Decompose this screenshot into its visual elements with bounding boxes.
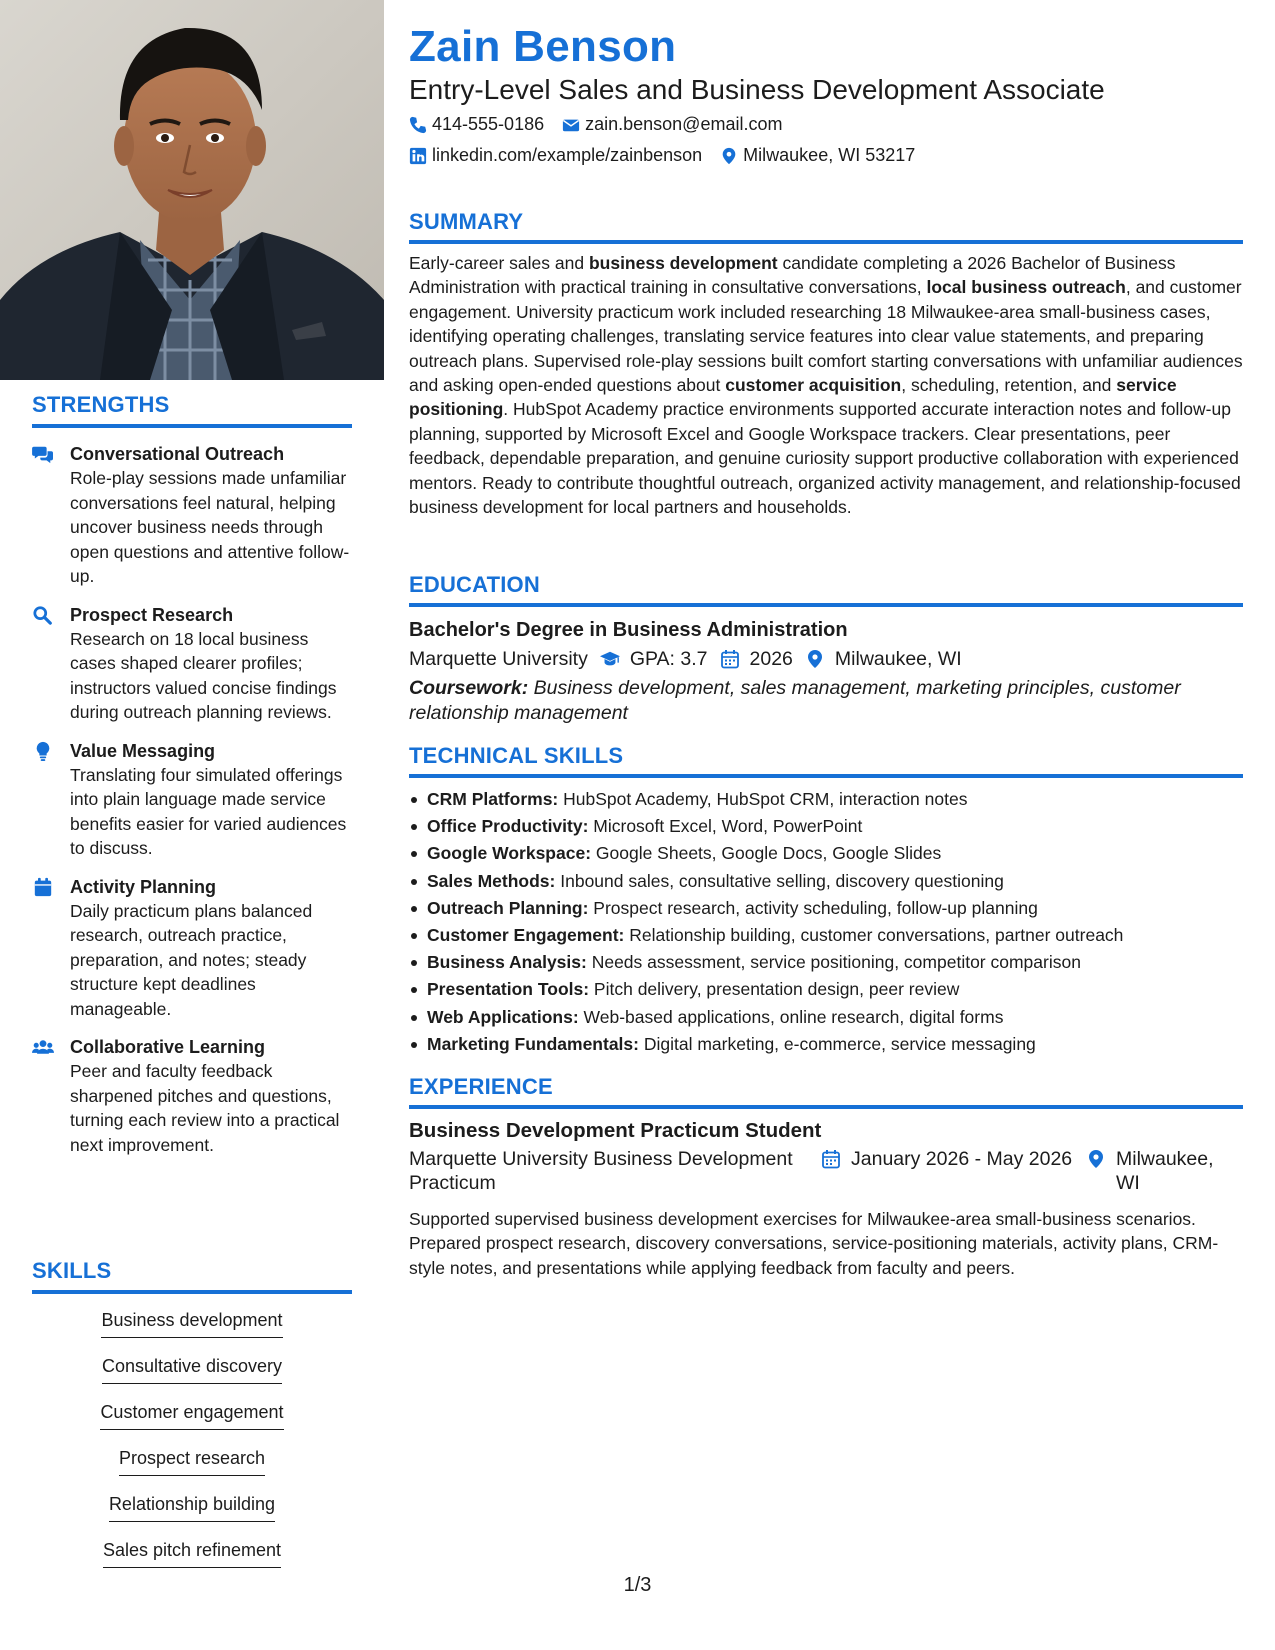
linkedin-contact[interactable]	[409, 145, 702, 166]
skill-item: Business development	[101, 1308, 282, 1338]
job-role: Business Development Practicum Student	[409, 1119, 822, 1142]
list-item: Business Analysis: Needs assessment, service positioning, competitor comparison	[409, 949, 1243, 976]
phone-text: 414-555-0186	[432, 114, 545, 134]
technical-skills-list	[409, 786, 1243, 1058]
map-pin-icon	[720, 147, 738, 165]
location-contact	[720, 145, 915, 166]
experience-section	[409, 1074, 1243, 1280]
strength-text: Research on 18 local business cases shaped clearer profiles; instructors valued concise findings during outreach planning reviews.	[70, 628, 337, 722]
list-item: Customer Engagement: Relationship building, customer conversations, partner outreach	[409, 922, 1243, 949]
strength-text: Translating four simulated offerings into plain language made service benefits easier for varied audiences to discuss.	[70, 764, 347, 858]
location-text: Milwaukee, WI 53217	[743, 145, 916, 165]
calendar-icon	[32, 877, 54, 897]
strength-item	[32, 1035, 352, 1157]
job-description: Supported supervised business development exercises for Milwaukee-area small-business scenarios. Prepared prospect research, discovery conversations, service-positioning materials, activity plans, CRM-style notes, and presentations while applying feedback from faculty and peers.	[409, 1209, 1219, 1278]
calendar-icon	[720, 649, 740, 669]
linkedin-icon	[409, 147, 427, 165]
skill-item: Consultative discovery	[102, 1354, 282, 1384]
experience-heading: EXPERIENCE	[409, 1074, 1243, 1109]
list-item: CRM Platforms: HubSpot Academy, HubSpot CRM, interaction notes	[409, 786, 1243, 813]
strength-item	[32, 739, 352, 861]
list-item: Sales Methods: Inbound sales, consultative selling, discovery questioning	[409, 868, 1243, 895]
school-name: Marquette University	[409, 648, 588, 670]
technical-skills-heading: TECHNICAL SKILLS	[409, 743, 1243, 778]
list-item: Office Productivity: Microsoft Excel, Word, PowerPoint	[409, 813, 1243, 840]
school-location: Milwaukee, WI	[834, 648, 962, 670]
comments-icon	[32, 444, 54, 464]
search-icon	[32, 605, 54, 625]
strength-title: Conversational Outreach	[70, 444, 285, 464]
strength-text: Daily practicum plans balanced research, outreach practice, preparation, and notes; steady structure kept deadlines manageable.	[70, 900, 313, 1019]
summary-heading: SUMMARY	[409, 209, 1243, 244]
candidate-name: Zain Benson	[409, 22, 677, 71]
profile-photo	[0, 0, 384, 380]
linkedin-text: linkedin.com/example/zainbenson	[432, 145, 703, 165]
page-number: 1/3	[623, 1574, 652, 1596]
strengths-heading: STRENGTHS	[32, 392, 352, 428]
map-pin-icon	[1086, 1149, 1106, 1169]
phone-contact	[409, 114, 544, 135]
skill-item: Relationship building	[109, 1492, 275, 1522]
left-column	[0, 0, 384, 1650]
strength-item	[32, 603, 352, 725]
location-text: Milwaukee, WI	[1116, 1148, 1214, 1194]
strength-title: Collaborative Learning	[70, 1037, 266, 1057]
gpa: GPA: 3.7	[629, 648, 708, 670]
coursework: Coursework: Business development, sales management, marketing principles, customer relationship management	[409, 677, 1181, 724]
email-text: zain.benson@email.com	[585, 114, 783, 134]
strength-text: Peer and faculty feedback sharpened pitches and questions, turning each review into a practical next improvement.	[70, 1061, 340, 1155]
list-item: Marketing Fundamentals: Digital marketing, e-commerce, service messaging	[409, 1031, 1243, 1058]
skill-item: Prospect research	[119, 1446, 265, 1476]
map-pin-icon	[805, 649, 825, 669]
email-contact[interactable]	[562, 114, 782, 135]
strength-title: Activity Planning	[70, 876, 217, 897]
list-item: Outreach Planning: Prospect research, activity scheduling, follow-up planning	[409, 895, 1243, 922]
graduation-cap-icon	[600, 649, 620, 669]
summary-text: Early-career sales and business development candidate completing a 2026 Bachelor of Business Administration with practical training in consultative conversations, local business outreach, and customer engagement. University practicum work included researching 18 Milwaukee-area small-business cases, identifying operating challenges, translating service features into clear value statements, and preparing outreach plans. Supervised role-play sessions built comfort starting conversations with unfamiliar audiences and asking open-ended questions about customer acquisition, scheduling, retention, and service positioning. HubSpot Academy practice environments supported accurate interaction notes and follow-up planning, supported by Microsoft Excel and Google Workspace trackers. Clear presentations, peer feedback, dependable preparation, and genuine curiosity support productive collaboration with experienced mentors. Ready to contribute thoughtful outreach, organized activity management, and relationship-focused business development for local partners and households.	[409, 253, 1243, 518]
list-item: Presentation Tools: Pitch delivery, presentation design, peer review	[409, 976, 1243, 1003]
dates-text: January 2026 - May 2026	[851, 1148, 1073, 1170]
contact-row	[409, 114, 800, 135]
job-dates	[821, 1147, 1086, 1195]
skill-item: Sales pitch refinement	[103, 1538, 281, 1568]
calendar-icon	[821, 1149, 841, 1169]
strength-item	[32, 442, 352, 589]
organization: Marquette University Business Development Practicum	[409, 1148, 793, 1194]
envelope-icon	[562, 116, 580, 134]
list-item: Google Workspace: Google Sheets, Google Docs, Google Slides	[409, 840, 1243, 867]
education-details	[409, 644, 1243, 674]
users-icon	[32, 1037, 54, 1057]
strength-title: Value Messaging	[70, 740, 216, 761]
education-section	[409, 572, 1243, 726]
strength-title: Prospect Research	[70, 604, 234, 625]
education-heading: EDUCATION	[409, 572, 1243, 607]
skills-section	[32, 1258, 352, 1584]
strength-text: Role-play sessions made unfamiliar conversations feel natural, helping uncover business needs through open questions and attentive follow-up.	[70, 468, 350, 586]
strength-item	[32, 875, 352, 1022]
job-location	[1086, 1147, 1236, 1195]
skills-list	[32, 1308, 352, 1584]
job-meta	[409, 1147, 1243, 1195]
lightbulb-icon	[32, 741, 54, 761]
summary-section	[409, 209, 1243, 519]
strengths-section	[32, 392, 352, 1157]
degree-title: Bachelor's Degree in Business Administration	[409, 619, 848, 641]
skill-item: Customer engagement	[100, 1400, 283, 1430]
job-title: Entry-Level Sales and Business Development Associate	[409, 74, 1105, 105]
phone-icon	[409, 116, 427, 134]
skills-heading: SKILLS	[32, 1258, 352, 1294]
technical-skills-section	[409, 743, 1243, 1058]
graduation-year: 2026	[749, 648, 793, 670]
list-item: Web Applications: Web-based applications, online research, digital forms	[409, 1004, 1243, 1031]
contact-row	[409, 145, 933, 166]
